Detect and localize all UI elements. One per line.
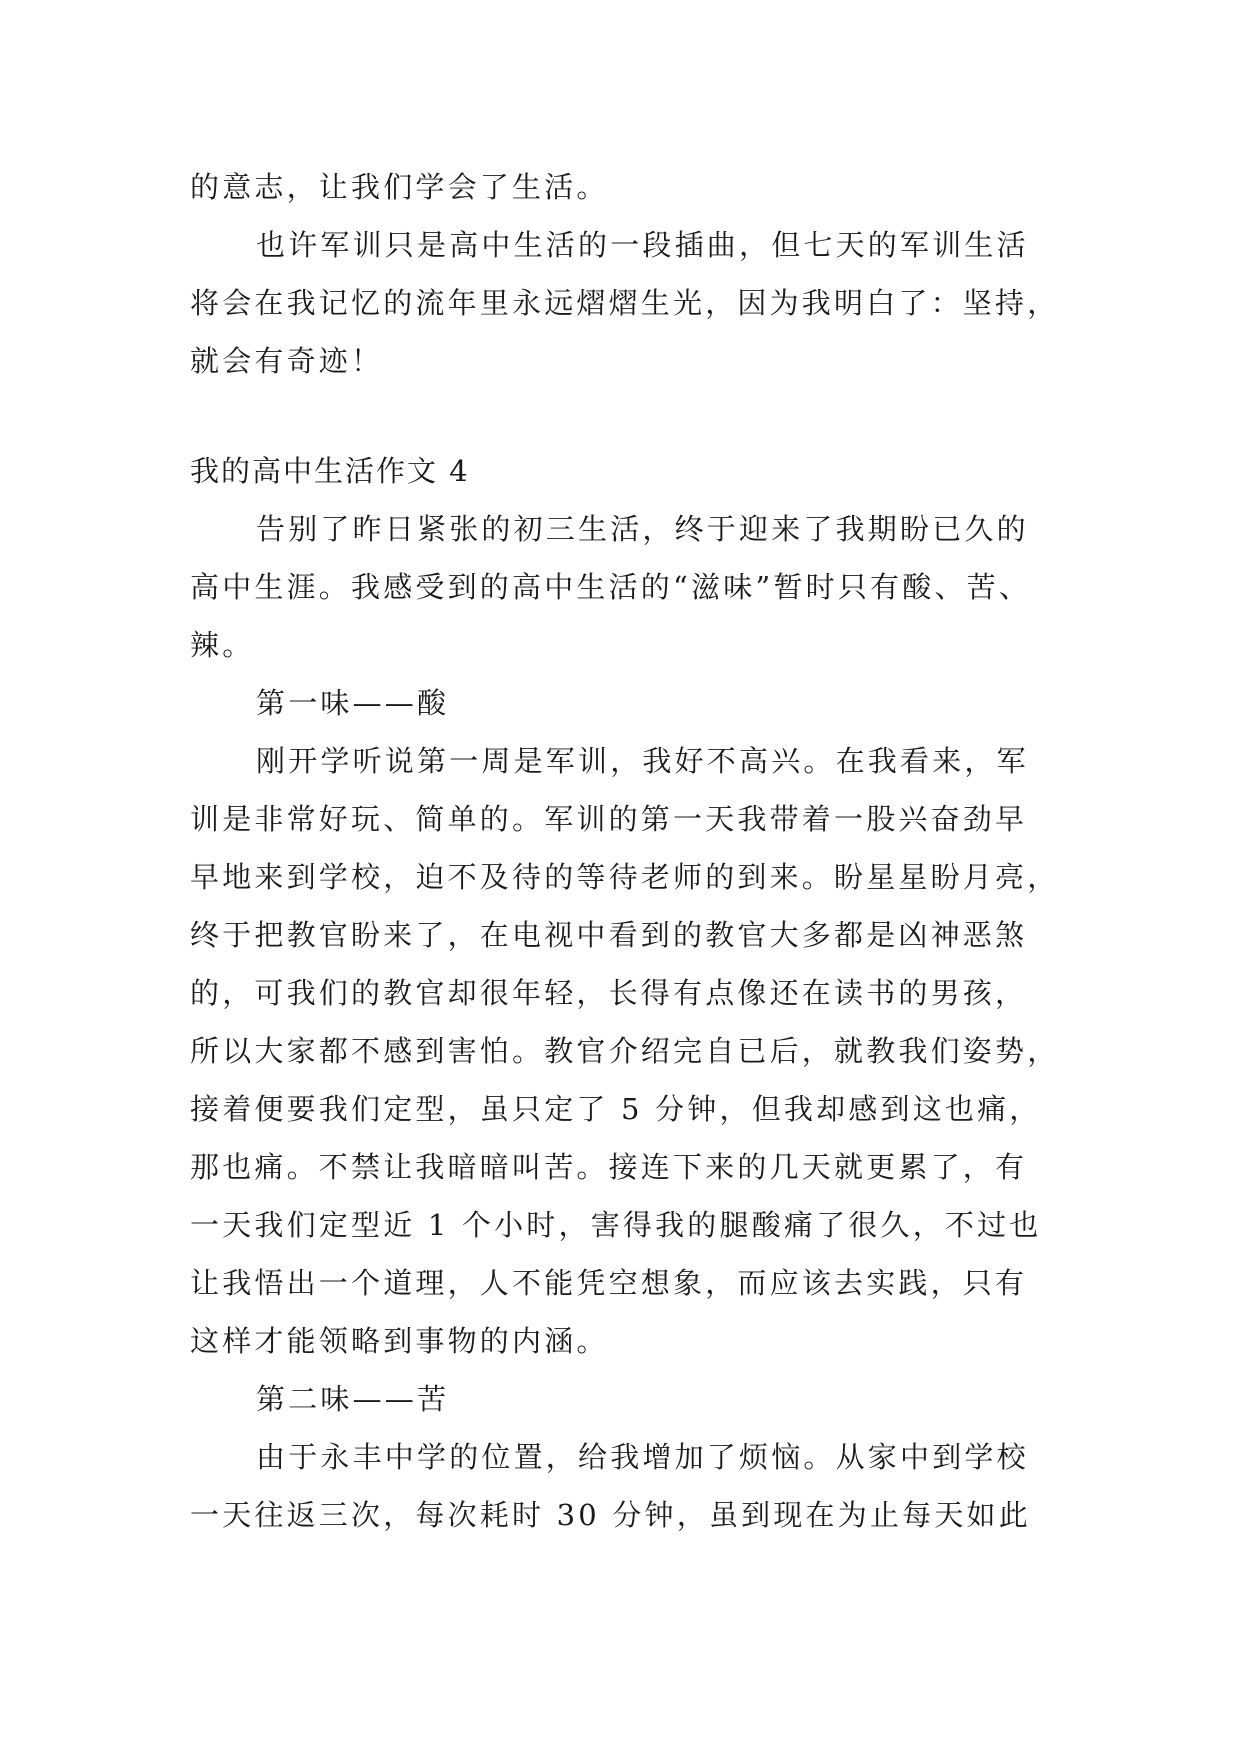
paragraph-line: 也许军训只是高中生活的一段插曲，但七天的军训生活 — [256, 228, 1029, 262]
paragraph-line: 训是非常好玩、简单的。军训的第一天我带着一股兴奋劲早 — [190, 802, 1028, 836]
paragraph-line: 让我悟出一个道理，人不能凭空想象，而应该去实践，只有 — [190, 1266, 1028, 1300]
paragraph-line: 一天往返三次，每次耗时 30 分钟，虽到现在为止每天如此 — [190, 1498, 1031, 1532]
paragraph-line: 由于永丰中学的位置，给我增加了烦恼。从家中到学校 — [256, 1440, 1029, 1474]
paragraph-line: 就会有奇迹！ — [190, 344, 384, 378]
paragraph-line: 高中生涯。我感受到的高中生活的“滋味”暂时只有酸、苦、 — [190, 570, 1032, 604]
paragraph-line: 终于把教官盼来了，在电视中看到的教官大多都是凶神恶煞 — [190, 918, 1028, 952]
paragraph-line: 所以大家都不感到害怕。教官介绍完自已后，就教我们姿势， — [190, 1034, 1060, 1068]
section-gap — [190, 390, 1070, 442]
paragraph-line: 刚开学听说第一周是军训，我好不高兴。在我看来，军 — [256, 744, 1029, 778]
paragraph-line: 这样才能领略到事物的内涵。 — [190, 1324, 609, 1358]
document-body — [190, 158, 1070, 1544]
paragraph-line: 早地来到学校，迫不及待的等待老师的到来。盼星星盼月亮， — [190, 860, 1060, 894]
paragraph-line: 一天我们定型近 1 个小时，害得我的腿酸痛了很久，不过也 — [190, 1208, 1042, 1242]
paragraph-line: 的意志，让我们学会了生活。 — [190, 170, 609, 204]
paragraph-line: 的，可我们的教官却很年轻，长得有点像还在读书的男孩， — [190, 976, 1028, 1010]
subheading-bitter: 第二味——苦 — [256, 1382, 450, 1416]
paragraph-line: 那也痛。不禁让我暗暗叫苦。接连下来的几天就更累了，有 — [190, 1150, 1028, 1184]
subheading-sour: 第一味——酸 — [256, 686, 450, 720]
section-title: 我的高中生活作文 4 — [190, 454, 470, 488]
paragraph-line: 辣。 — [190, 628, 255, 662]
paragraph-line: 将会在我记忆的流年里永远熠熠生光，因为我明白了：坚持， — [190, 286, 1060, 320]
paragraph-line: 告别了昨日紧张的初三生活，终于迎来了我期盼已久的 — [256, 512, 1029, 546]
paragraph-line: 接着便要我们定型，虽只定了 5 分钟，但我却感到这也痛， — [190, 1092, 1042, 1126]
